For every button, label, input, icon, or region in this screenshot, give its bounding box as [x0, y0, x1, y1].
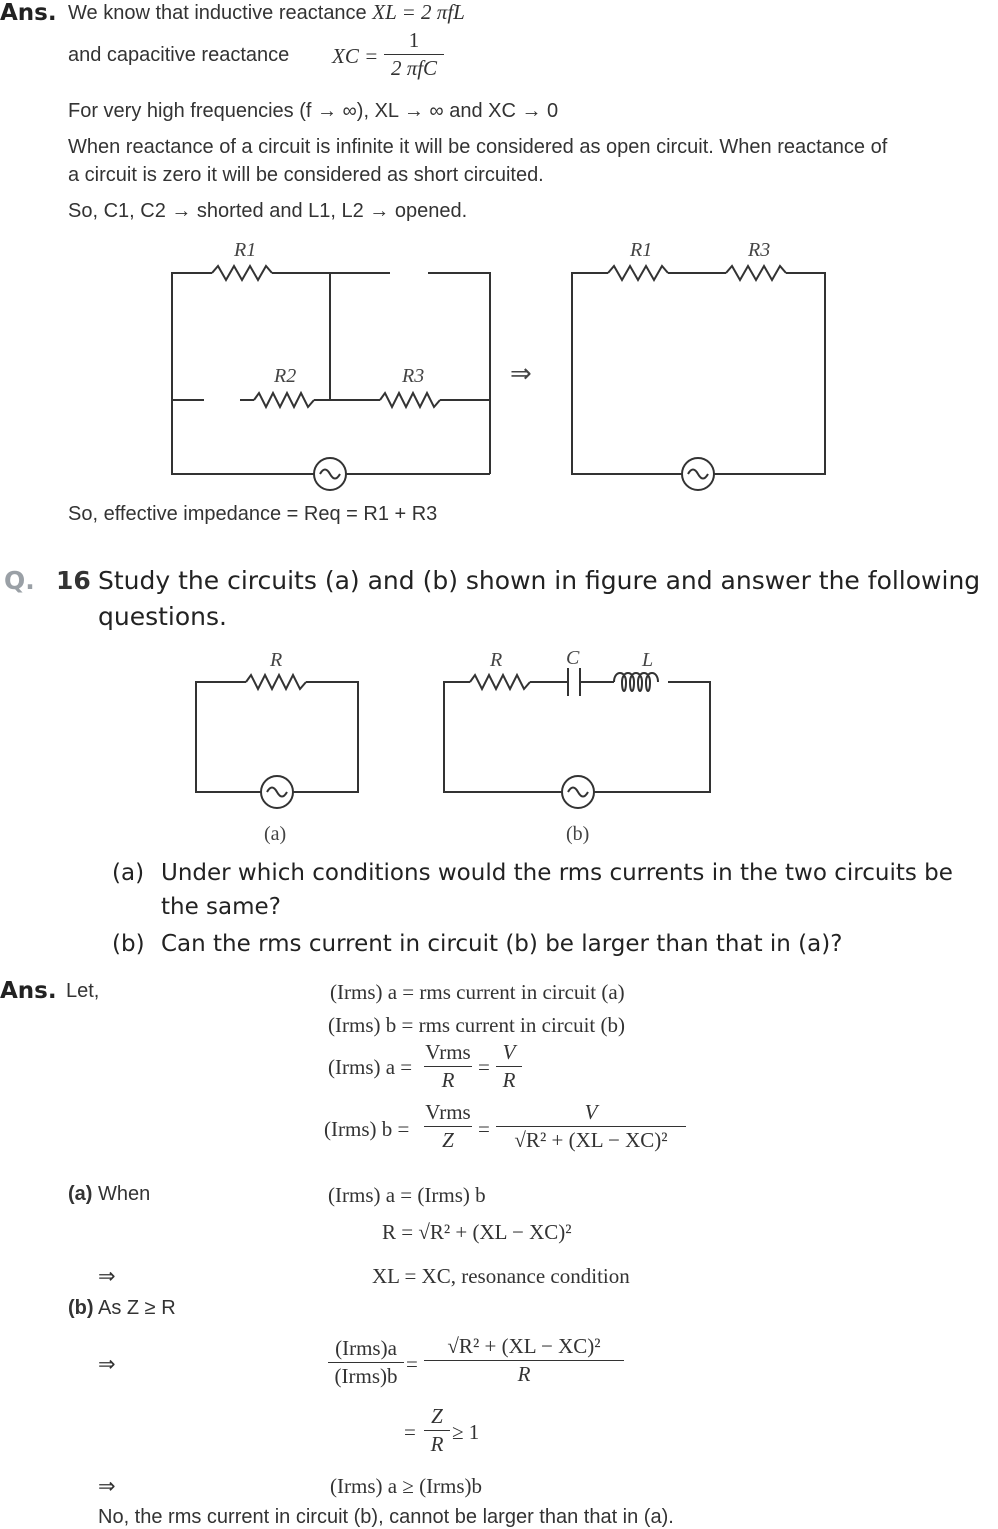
ac-wave — [568, 788, 588, 797]
circuit-diagram-1 — [0, 230, 998, 500]
label-r2: R2 — [274, 365, 297, 387]
resistor-r1 — [212, 266, 272, 280]
wire — [196, 682, 261, 792]
label-r3-right: R3 — [748, 239, 771, 261]
eq9-equals: = — [404, 1420, 416, 1444]
implies-2: ⇒ — [98, 1352, 116, 1376]
xc-fraction: 1 2 πfC — [384, 28, 444, 81]
resistor-r — [246, 675, 306, 689]
eq2: (Irms) b = rms current in circuit (b) — [328, 1013, 625, 1037]
implies-1: ⇒ — [98, 1264, 116, 1288]
eq5: (Irms) a = (Irms) b — [328, 1183, 486, 1207]
resistor-r2 — [254, 393, 314, 407]
implies-3: ⇒ — [98, 1474, 116, 1498]
eq4-frac1: Vrms Z — [425, 1100, 471, 1152]
ans1-line1: We know that inductive reactance XL = 2 πfL — [68, 0, 465, 24]
ans1-line4: When reactance of a circuit is infinite it will be considered as open circuit. When reactance of — [68, 136, 888, 158]
eq3-equals: = — [478, 1055, 490, 1079]
eq8-lhs-frac: (Irms)a (Irms)b — [328, 1336, 404, 1389]
question-number: 16 — [56, 566, 91, 595]
eq8-rhs-frac: √R² + (XL − XC)² R — [424, 1334, 624, 1387]
label-c-b: C — [566, 647, 580, 669]
label-r1-right: R1 — [630, 239, 653, 261]
part-a-line1: Under which conditions would the rms currents in the two circuits be — [161, 860, 953, 886]
label-r-a: R — [270, 649, 283, 671]
eq8-equals: = — [406, 1352, 418, 1376]
eq6: R = √R² + (XL − XC)² — [382, 1220, 572, 1244]
ans2-part-b: (b) As Z ≥ R — [68, 1297, 176, 1319]
eq7: XL = XC, resonance condition — [372, 1264, 630, 1288]
resistor-r1 — [608, 266, 668, 280]
xc-lhs: XC = — [332, 44, 379, 68]
eq4-frac2: V √R² + (XL − XC)² — [496, 1100, 686, 1153]
ans1-conclusion: So, effective impedance = Req = R1 + R3 — [68, 503, 438, 525]
question-mark-label: Q. — [4, 566, 35, 595]
eq4-lhs: (Irms) b = — [324, 1117, 410, 1141]
ans1-line6: So, C1, C2 → shorted and L1, L2 → opened. — [68, 200, 468, 222]
wire — [172, 400, 314, 474]
wire — [572, 273, 682, 474]
resistor-r — [470, 675, 530, 689]
eq1: (Irms) a = rms current in circuit (a) — [330, 980, 625, 1004]
wire — [444, 682, 562, 792]
wire — [428, 273, 490, 474]
ac-wave — [267, 788, 287, 797]
label-r1: R1 — [234, 239, 257, 261]
ans1-line3: For very high frequencies (f → ∞), XL → ∞ and XC → 0 — [68, 100, 559, 122]
resistor-r3 — [726, 266, 786, 280]
eq3-lhs: (Irms) a = — [328, 1055, 413, 1079]
ans2-let: Let, — [66, 980, 100, 1002]
implies-arrow: ⇒ — [510, 359, 532, 388]
eq4-equals: = — [478, 1117, 490, 1141]
ans1-line5: a circuit is zero it will be considered as short circuited. — [68, 164, 544, 186]
ans-label: Ans. — [0, 0, 57, 26]
eq9-ge: ≥ 1 — [452, 1420, 480, 1444]
ans1-line2: and capacitive reactance — [68, 44, 290, 66]
resistor-r3 — [380, 393, 440, 407]
eq10: (Irms) a ≥ (Irms)b — [330, 1474, 483, 1498]
ac-wave — [320, 470, 340, 479]
part-b-label: (b) — [112, 931, 145, 957]
part-b-line1: Can the rms current in circuit (b) be larger than that in (a)? — [161, 931, 843, 957]
ans2-part-a: (a) When — [68, 1183, 151, 1205]
question-line1: Study the circuits (a) and (b) shown in figure and answer the following — [98, 566, 981, 595]
part-a-line2: the same? — [161, 894, 281, 920]
wire — [594, 682, 710, 792]
caption-a: (a) — [264, 823, 287, 845]
caption-b: (b) — [566, 823, 590, 845]
wire — [714, 273, 825, 474]
wire — [172, 273, 212, 400]
eq3-frac1: Vrms R — [425, 1040, 471, 1092]
wire — [293, 682, 358, 792]
label-r3: R3 — [402, 365, 425, 387]
ans2-label: Ans. — [0, 978, 57, 1004]
question-line2: questions. — [98, 602, 227, 631]
eq3-frac2: V R — [496, 1040, 522, 1093]
circuit-diagram-2 — [0, 640, 998, 850]
label-l-b: L — [642, 649, 654, 671]
ac-wave — [688, 470, 708, 479]
inductor-l — [614, 673, 658, 691]
final-answer: No, the rms current in circuit (b), cannot be larger than that in (a). — [98, 1506, 674, 1528]
label-r-b: R — [490, 649, 503, 671]
eq9-frac: Z R — [424, 1404, 450, 1457]
part-a-label: (a) — [112, 860, 145, 886]
